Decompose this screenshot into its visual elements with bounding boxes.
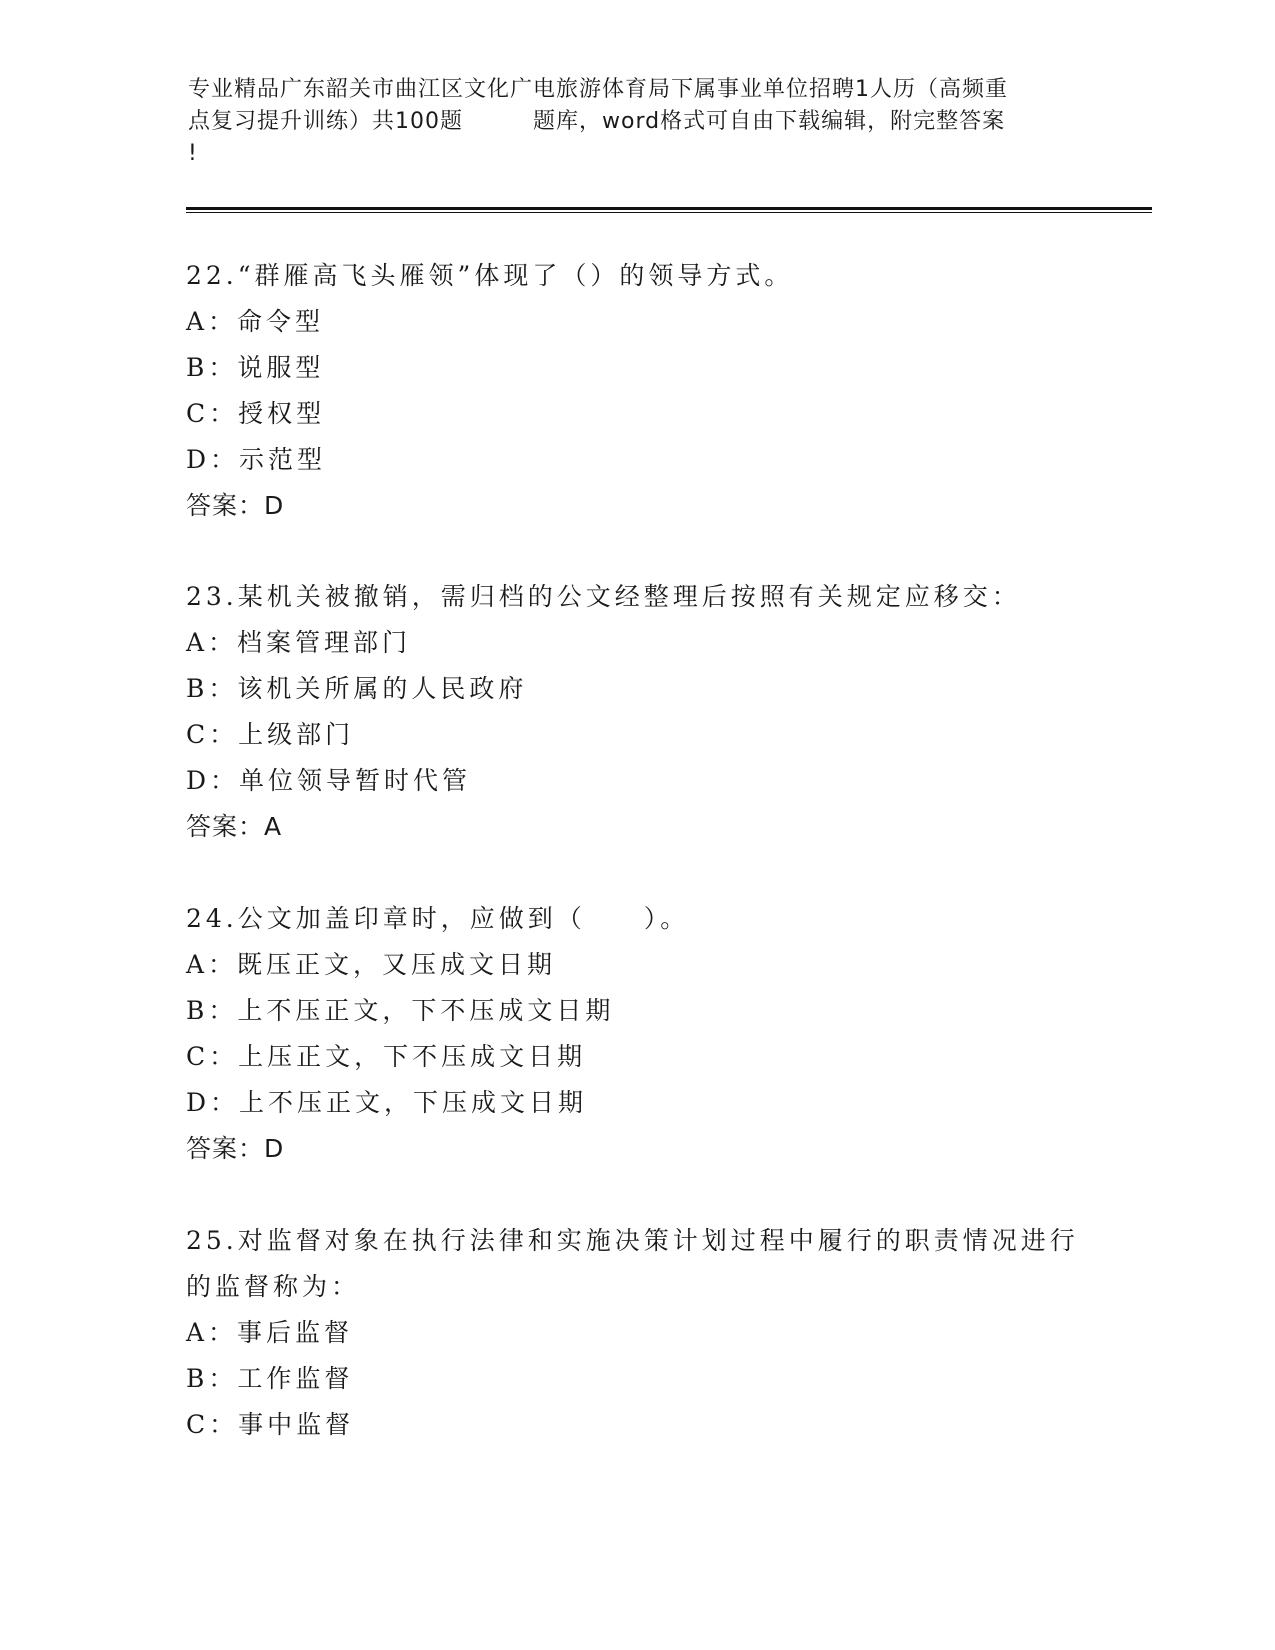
question-22: [186, 253, 1086, 529]
question-stem: 24.公文加盖印章时，应做到（ ）。: [186, 904, 690, 933]
option-a: A：事后监督: [186, 1318, 354, 1347]
header-title-line-2: [188, 106, 1088, 138]
option-c: C：上级部门: [186, 720, 355, 749]
question-24: [186, 896, 1086, 1172]
option-b: B：该机关所属的人民政府: [186, 674, 528, 703]
header-divider: [186, 207, 1152, 213]
question-23: [186, 574, 1086, 850]
option-c: C：事中监督: [186, 1410, 355, 1439]
header-title-line-1: 专业精品广东韶关市曲江区文化广电旅游体育局下属事业单位招聘1人历（高频重: [188, 77, 1008, 102]
answer: 答案：A: [186, 812, 283, 841]
option-d: D：上不压正文，下压成文日期: [186, 1088, 588, 1117]
option-d: D：单位领导暂时代管: [186, 766, 472, 795]
question-stem-line-1: 25.对监督对象在执行法律和实施决策计划过程中履行的职责情况进行: [186, 1226, 1079, 1255]
option-c: C：授权型: [186, 399, 326, 428]
option-a: A：命令型: [186, 307, 325, 336]
question-stem-line-2: 的监督称为：: [186, 1272, 361, 1301]
option-b: B：说服型: [186, 353, 325, 382]
document-header: [188, 74, 1088, 170]
question-stem: 22.“群雁高飞头雁领”体现了（）的领导方式。: [186, 261, 794, 290]
question-25: [186, 1218, 1086, 1448]
header-title-line-2a: 点复习提升训练）共100题: [188, 109, 463, 134]
option-a: A：既压正文，又压成文日期: [186, 950, 557, 979]
option-d: D：示范型: [186, 445, 327, 474]
option-a: A：档案管理部门: [186, 628, 412, 657]
header-title-line-3: !: [188, 141, 198, 166]
option-c: C：上压正文，下不压成文日期: [186, 1042, 587, 1071]
question-stem: 23.某机关被撤销，需归档的公文经整理后按照有关规定应移交：: [186, 582, 1021, 611]
option-b: B：工作监督: [186, 1364, 354, 1393]
option-b: B：上不压正文，下不压成文日期: [186, 996, 615, 1025]
header-title-line-2b: 题库，word格式可自由下载编辑，附完整答案: [533, 109, 1006, 134]
answer: 答案：D: [186, 1134, 285, 1163]
answer: 答案：D: [186, 491, 285, 520]
